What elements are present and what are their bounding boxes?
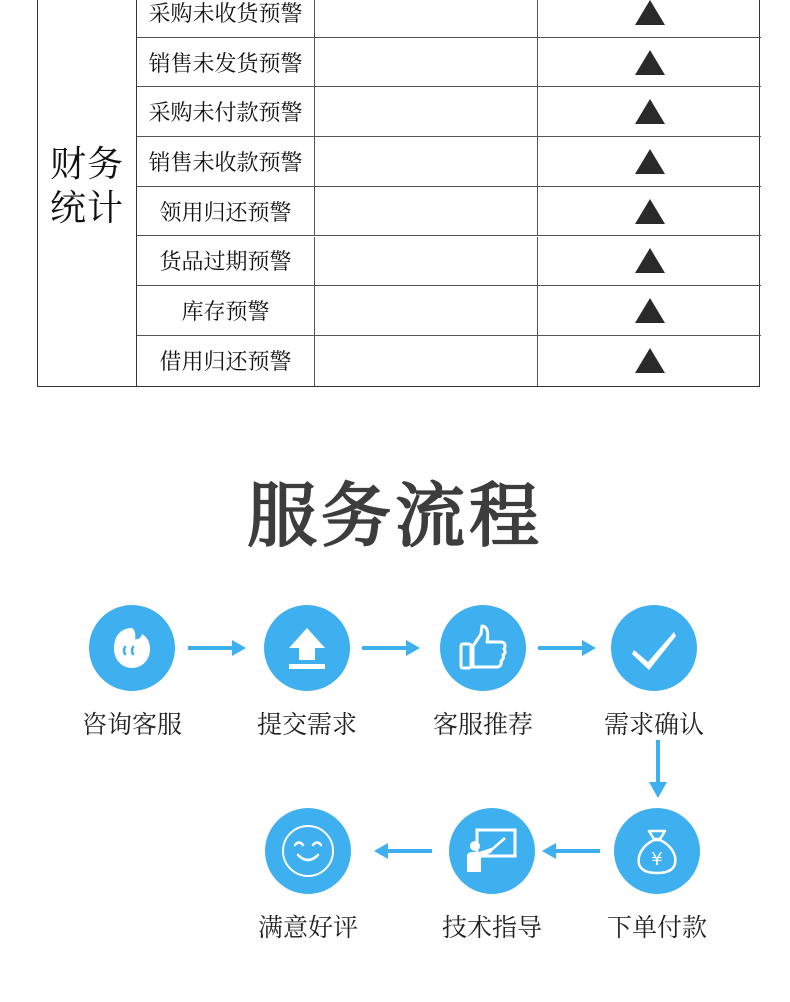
empty-cell bbox=[315, 286, 538, 335]
step-label: 需求确认 bbox=[603, 710, 704, 739]
teacher-board-icon bbox=[449, 808, 535, 894]
empty-cell bbox=[315, 87, 538, 136]
flow-step-consult bbox=[57, 605, 207, 741]
empty-cell bbox=[315, 336, 538, 386]
money-bag-icon bbox=[614, 808, 700, 894]
flow-step-pay bbox=[582, 808, 732, 944]
arrow-down-icon bbox=[646, 740, 670, 800]
flow-step-submit bbox=[232, 605, 382, 741]
warning-name: 货品过期预警 bbox=[137, 237, 315, 286]
warning-name: 库存预警 bbox=[137, 286, 315, 335]
warning-table bbox=[37, 0, 760, 387]
table-row bbox=[137, 237, 761, 287]
triangle-up-icon bbox=[635, 199, 665, 224]
table-row bbox=[137, 0, 761, 38]
chat-bubble-icon bbox=[89, 605, 175, 691]
mark-cell bbox=[538, 237, 761, 286]
step-label: 技术指导 bbox=[441, 913, 542, 942]
triangle-up-icon bbox=[635, 0, 665, 25]
category-label: 财务统计 bbox=[49, 144, 124, 229]
empty-cell bbox=[315, 137, 538, 186]
table-row bbox=[137, 137, 761, 187]
empty-cell bbox=[315, 237, 538, 286]
checkmark-icon bbox=[611, 605, 697, 691]
table-row bbox=[137, 38, 761, 88]
currency-symbol: ¥ bbox=[651, 849, 663, 870]
mark-cell bbox=[538, 336, 761, 386]
mark-cell bbox=[538, 87, 761, 136]
mark-cell bbox=[538, 137, 761, 186]
table-row bbox=[137, 187, 761, 237]
flow-step-guide bbox=[417, 808, 567, 944]
mark-cell bbox=[538, 0, 761, 37]
mark-cell bbox=[538, 187, 761, 236]
table-row bbox=[137, 286, 761, 336]
triangle-up-icon bbox=[635, 50, 665, 75]
triangle-up-icon bbox=[635, 99, 665, 124]
triangle-up-icon bbox=[635, 149, 665, 174]
triangle-up-icon bbox=[635, 348, 665, 373]
triangle-up-icon bbox=[635, 248, 665, 273]
warning-name: 领用归还预警 bbox=[137, 187, 315, 236]
flow-step-recommend bbox=[408, 605, 558, 741]
step-label: 提交需求 bbox=[256, 710, 357, 739]
thumbs-up-icon bbox=[440, 605, 526, 691]
step-label: 满意好评 bbox=[257, 913, 358, 942]
warning-name: 销售未收款预警 bbox=[137, 137, 315, 186]
step-label: 客服推荐 bbox=[432, 710, 533, 739]
warning-name: 采购未付款预警 bbox=[137, 87, 315, 136]
warning-name: 采购未收货预警 bbox=[137, 0, 315, 37]
empty-cell bbox=[315, 38, 538, 87]
mark-cell bbox=[538, 38, 761, 87]
empty-cell bbox=[315, 187, 538, 236]
warning-name: 借用归还预警 bbox=[137, 336, 315, 386]
triangle-up-icon bbox=[635, 298, 665, 323]
upload-arrow-icon bbox=[264, 605, 350, 691]
step-label: 咨询客服 bbox=[81, 710, 182, 739]
empty-cell bbox=[315, 0, 538, 37]
mark-cell bbox=[538, 286, 761, 335]
smiley-face-icon bbox=[265, 808, 351, 894]
section-title: 服务流程 bbox=[247, 475, 543, 557]
flow-step-confirm bbox=[579, 605, 729, 741]
table-row bbox=[137, 336, 761, 386]
step-label: 下单付款 bbox=[606, 913, 707, 942]
flow-step-review bbox=[233, 808, 383, 944]
category-cell bbox=[38, 0, 137, 386]
warning-name: 销售未发货预警 bbox=[137, 38, 315, 87]
table-row bbox=[137, 87, 761, 137]
